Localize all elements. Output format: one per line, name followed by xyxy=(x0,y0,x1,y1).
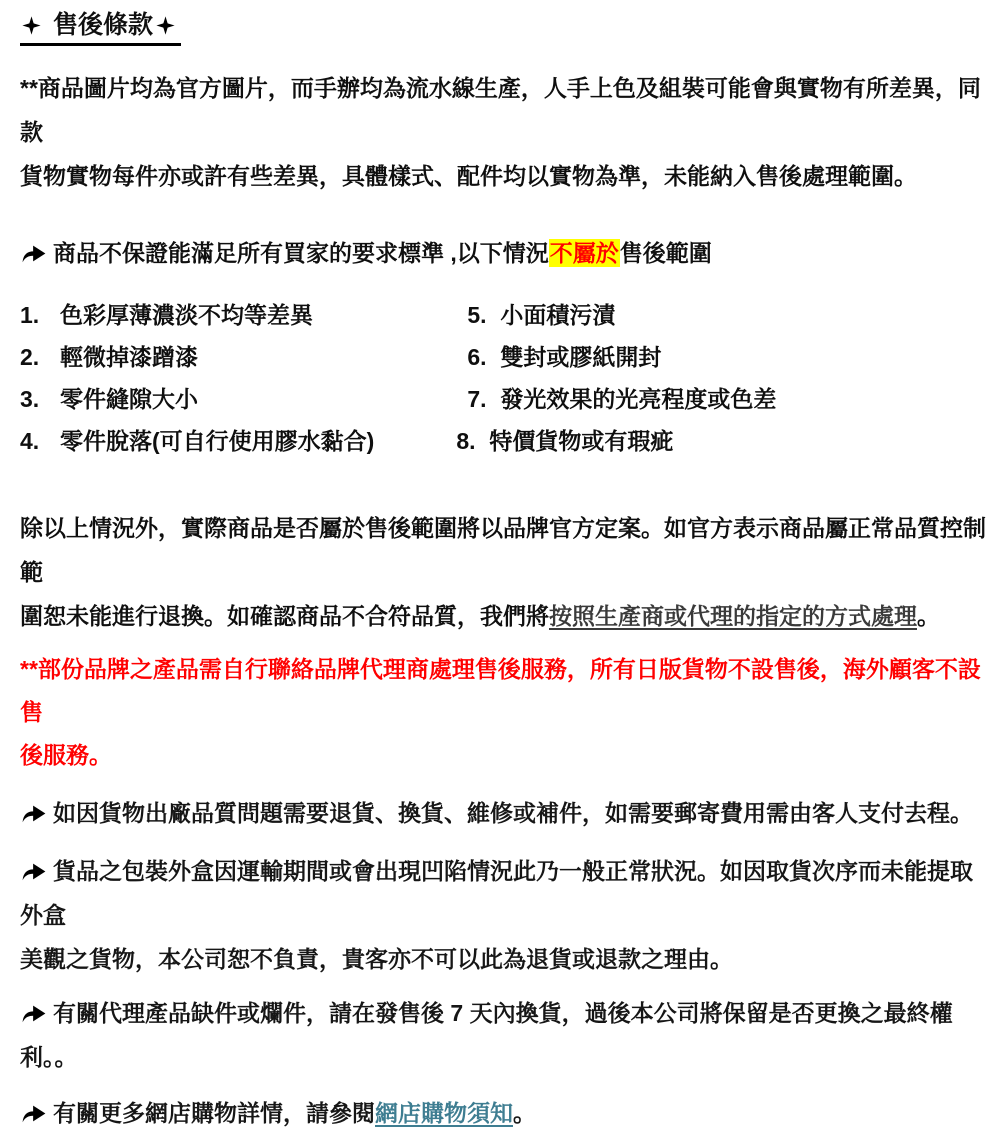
not-covered-highlight: 不屬於 xyxy=(549,240,619,266)
four-pointed-star-icon xyxy=(156,16,175,35)
intro-paragraph xyxy=(20,66,986,198)
point-box-text: 貨品之包裝外盒因運輸期間或會出現凹陷情況此乃一般正常狀況。如因取貨次序而未能提取外盒 xyxy=(20,858,973,928)
list-item-label: 零件脫落(可自行使用膠水黏合) xyxy=(60,428,375,454)
list-item-number: 1. xyxy=(20,302,40,328)
curved-right-arrow-icon xyxy=(20,1103,48,1124)
page-title-text: 售後條款 xyxy=(53,11,154,39)
list-item-number: 3. xyxy=(20,386,40,412)
point-shipping xyxy=(20,791,986,835)
policy-line-end: 。 xyxy=(917,603,940,629)
point-shipping-text: 如因貨物出廠品質問題需要退貨、換貨、維修或補件，如需要郵寄費用需由客人支付去程。 xyxy=(53,800,973,826)
list-item-number: 8. xyxy=(456,428,476,454)
curved-right-arrow-icon xyxy=(20,803,48,824)
list-item-number: 5. xyxy=(467,302,487,328)
list-item-number: 2. xyxy=(20,344,40,370)
curved-right-arrow-icon xyxy=(20,243,48,264)
list-item-label: 雙封或膠紙開封 xyxy=(500,344,662,370)
point-exchange-text: 有關代理產品缺件或爛件，請在發售後 7 天內換貨，過後本公司將保留是否更換之最終權利。。 xyxy=(20,1000,953,1070)
policy-line xyxy=(20,594,986,638)
point-more-text-before: 有關更多網店購物詳情，請參閱 xyxy=(53,1100,375,1126)
list-item xyxy=(455,336,986,378)
notice-text-before: 商品不保證能滿足所有買家的要求標準 ,以下情況 xyxy=(53,240,549,266)
exclusion-list xyxy=(20,294,986,462)
policy-line-text: 圍恕未能進行退換。如確認商品不合符品質，我們將 xyxy=(20,603,549,629)
list-item xyxy=(455,378,986,420)
list-item-label: 小面積污漬 xyxy=(500,302,616,328)
intro-line: 貨物實物每件亦或許有些差異，具體樣式、配件均以實物為準，未能納入售後處理範圍。 xyxy=(20,163,917,189)
point-exchange xyxy=(20,991,986,1079)
notice-text-after: 售後範圍 xyxy=(619,240,712,266)
list-item-number: 7. xyxy=(467,386,487,412)
point-box-line: 美觀之貨物，本公司恕不負責，貴客亦不可以此為退貨或退款之理由。 xyxy=(20,946,733,972)
list-item-label: 發光效果的光亮程度或色差 xyxy=(500,386,777,412)
list-item xyxy=(455,420,986,462)
warning-line: 後服務。 xyxy=(20,742,112,768)
list-item-number: 4. xyxy=(20,428,40,454)
list-item xyxy=(455,294,986,336)
point-box-line xyxy=(20,849,986,937)
curved-right-arrow-icon xyxy=(20,1003,48,1024)
notice-line xyxy=(20,238,986,268)
list-item xyxy=(20,420,455,462)
page-title xyxy=(20,8,181,46)
exclusion-list-left-column xyxy=(20,294,455,462)
point-more-text-after: 。 xyxy=(513,1100,536,1126)
list-item xyxy=(20,294,455,336)
handling-method-underlined-text: 按照生產商或代理的指定的方式處理 xyxy=(549,603,917,629)
list-item xyxy=(20,378,455,420)
list-item-label: 零件縫隙大小 xyxy=(60,386,198,412)
list-item-label: 色彩厚薄濃淡不均等差異 xyxy=(60,302,313,328)
point-more-info xyxy=(20,1091,986,1135)
list-item-label: 特價貨物或有瑕疵 xyxy=(489,428,674,454)
point-box-condition xyxy=(20,849,986,981)
policy-paragraph xyxy=(20,506,986,638)
four-pointed-star-icon xyxy=(22,16,41,35)
curved-right-arrow-icon xyxy=(20,861,48,882)
store-shopping-guide-link[interactable]: 網店購物須知 xyxy=(375,1100,513,1126)
exclusion-list-right-column xyxy=(455,294,986,462)
policy-line: 除以上情況外，實際商品是否屬於售後範圍將以品牌官方定案。如官方表示商品屬正常品質控制範 xyxy=(20,515,986,585)
list-item xyxy=(20,336,455,378)
intro-line: **商品圖片均為官方圖片，而手辦均為流水線生產，人手上色及組裝可能會與實物有所差異，同款 xyxy=(20,75,981,145)
list-item-label: 輕微掉漆蹭漆 xyxy=(60,344,198,370)
warning-paragraph xyxy=(20,648,986,777)
warning-line: **部份品牌之產品需自行聯絡品牌代理商處理售後服務，所有日版貨物不設售後，海外顧客不設售 xyxy=(20,656,981,725)
list-item-number: 6. xyxy=(467,344,487,370)
